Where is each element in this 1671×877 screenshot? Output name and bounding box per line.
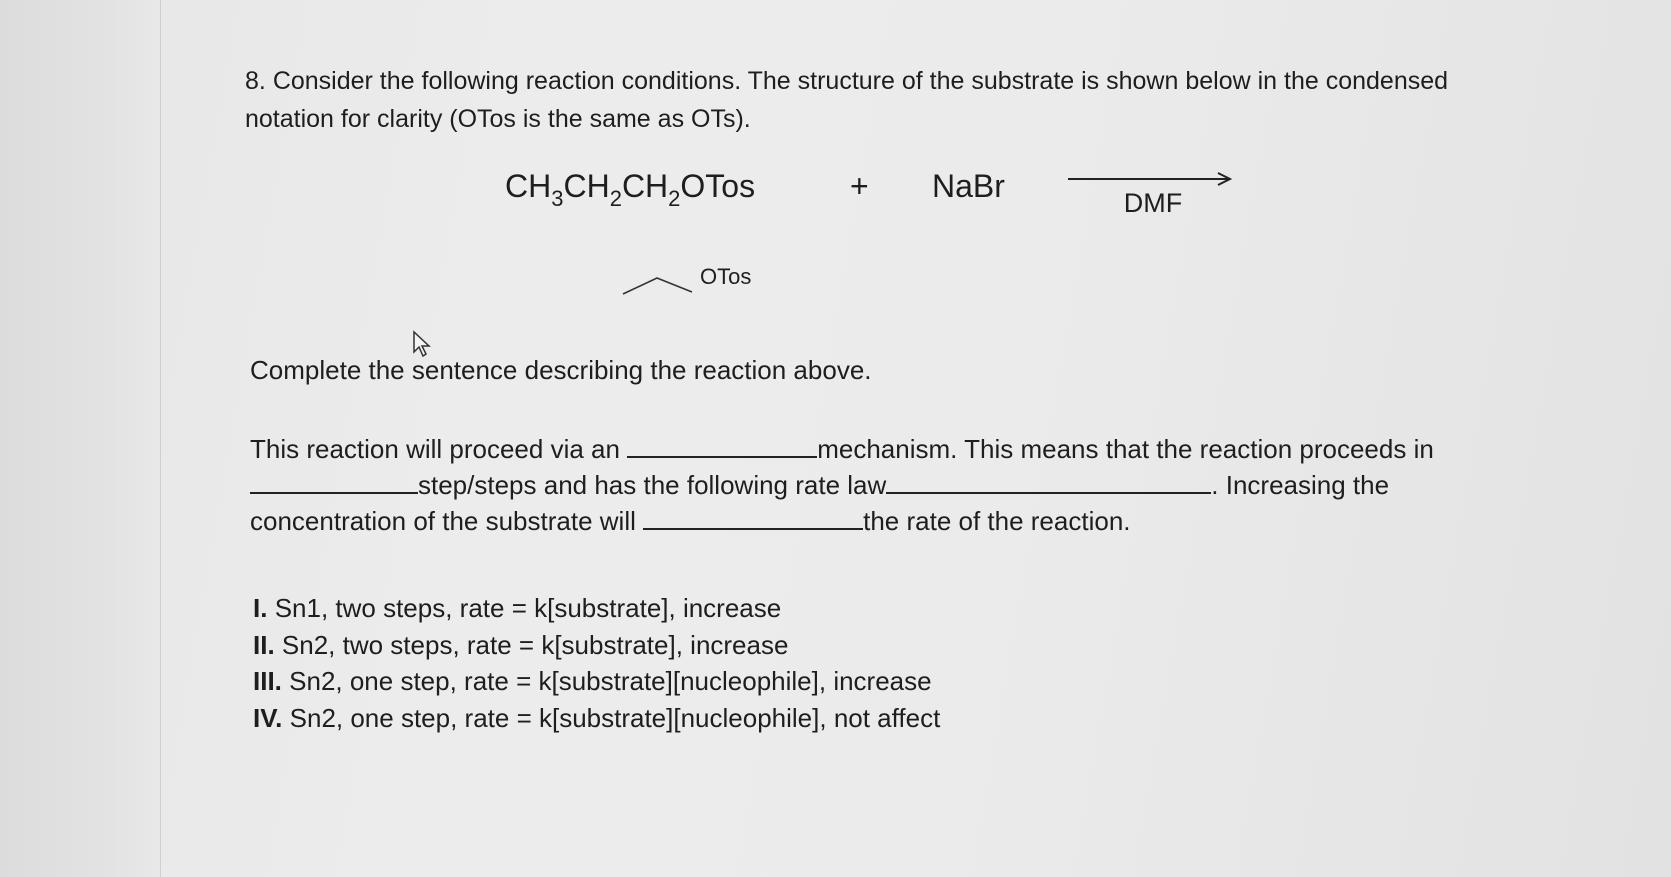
monitor-bezel [0, 0, 161, 877]
blank-mechanism [627, 432, 817, 458]
instruction-text: Complete the sentence describing the reaction above. [250, 355, 872, 385]
answer-options [253, 590, 940, 736]
sentence-line3: concentration of the substrate will the rate of the reaction. [250, 506, 1131, 536]
reagent-nabr: NaBr [932, 168, 1005, 204]
question-intro-line1: Consider the following reaction conditions. The structure of the substrate is shown below in the condensed [272, 67, 1449, 95]
blank-rate-law [886, 468, 1211, 494]
skeletal-structure [620, 262, 760, 307]
skeletal-otos-label: OTos [700, 264, 752, 289]
substrate-formula: $CH_3CH_2CH_2OTos$ [505, 168, 756, 211]
question-number: 8. [245, 67, 266, 95]
option-iii[interactable]: III. Sn2, one step, rate = k[substrate][nucleophile], increase [253, 666, 932, 696]
solvent-label: DMF [1123, 188, 1183, 218]
mouse-cursor-icon [412, 330, 434, 358]
blank-steps [250, 468, 418, 494]
option-iv[interactable]: IV. Sn2, one step, rate = k[substrate][nucleophile], not affect [253, 702, 941, 733]
option-i[interactable]: I. Sn1, two steps, rate = k[substrate], increase [253, 593, 782, 623]
option-ii[interactable]: II. Sn2, two steps, rate = k[substrate], increase [253, 629, 789, 660]
sentence-line2: step/steps and has the following rate law . Increasing the [250, 468, 1389, 501]
arrow-right-icon [1068, 172, 1238, 186]
sentence-line1: This reaction will proceed via an mechanism. This means that the reaction proceeds in [250, 434, 1434, 464]
question-intro-line2: notation for clarity (OTos is the same as OTs). [245, 105, 751, 133]
question-intro [245, 62, 1585, 138]
reaction-arrow [1068, 172, 1238, 219]
plus-sign: + [850, 168, 869, 204]
blank-effect [643, 504, 863, 530]
